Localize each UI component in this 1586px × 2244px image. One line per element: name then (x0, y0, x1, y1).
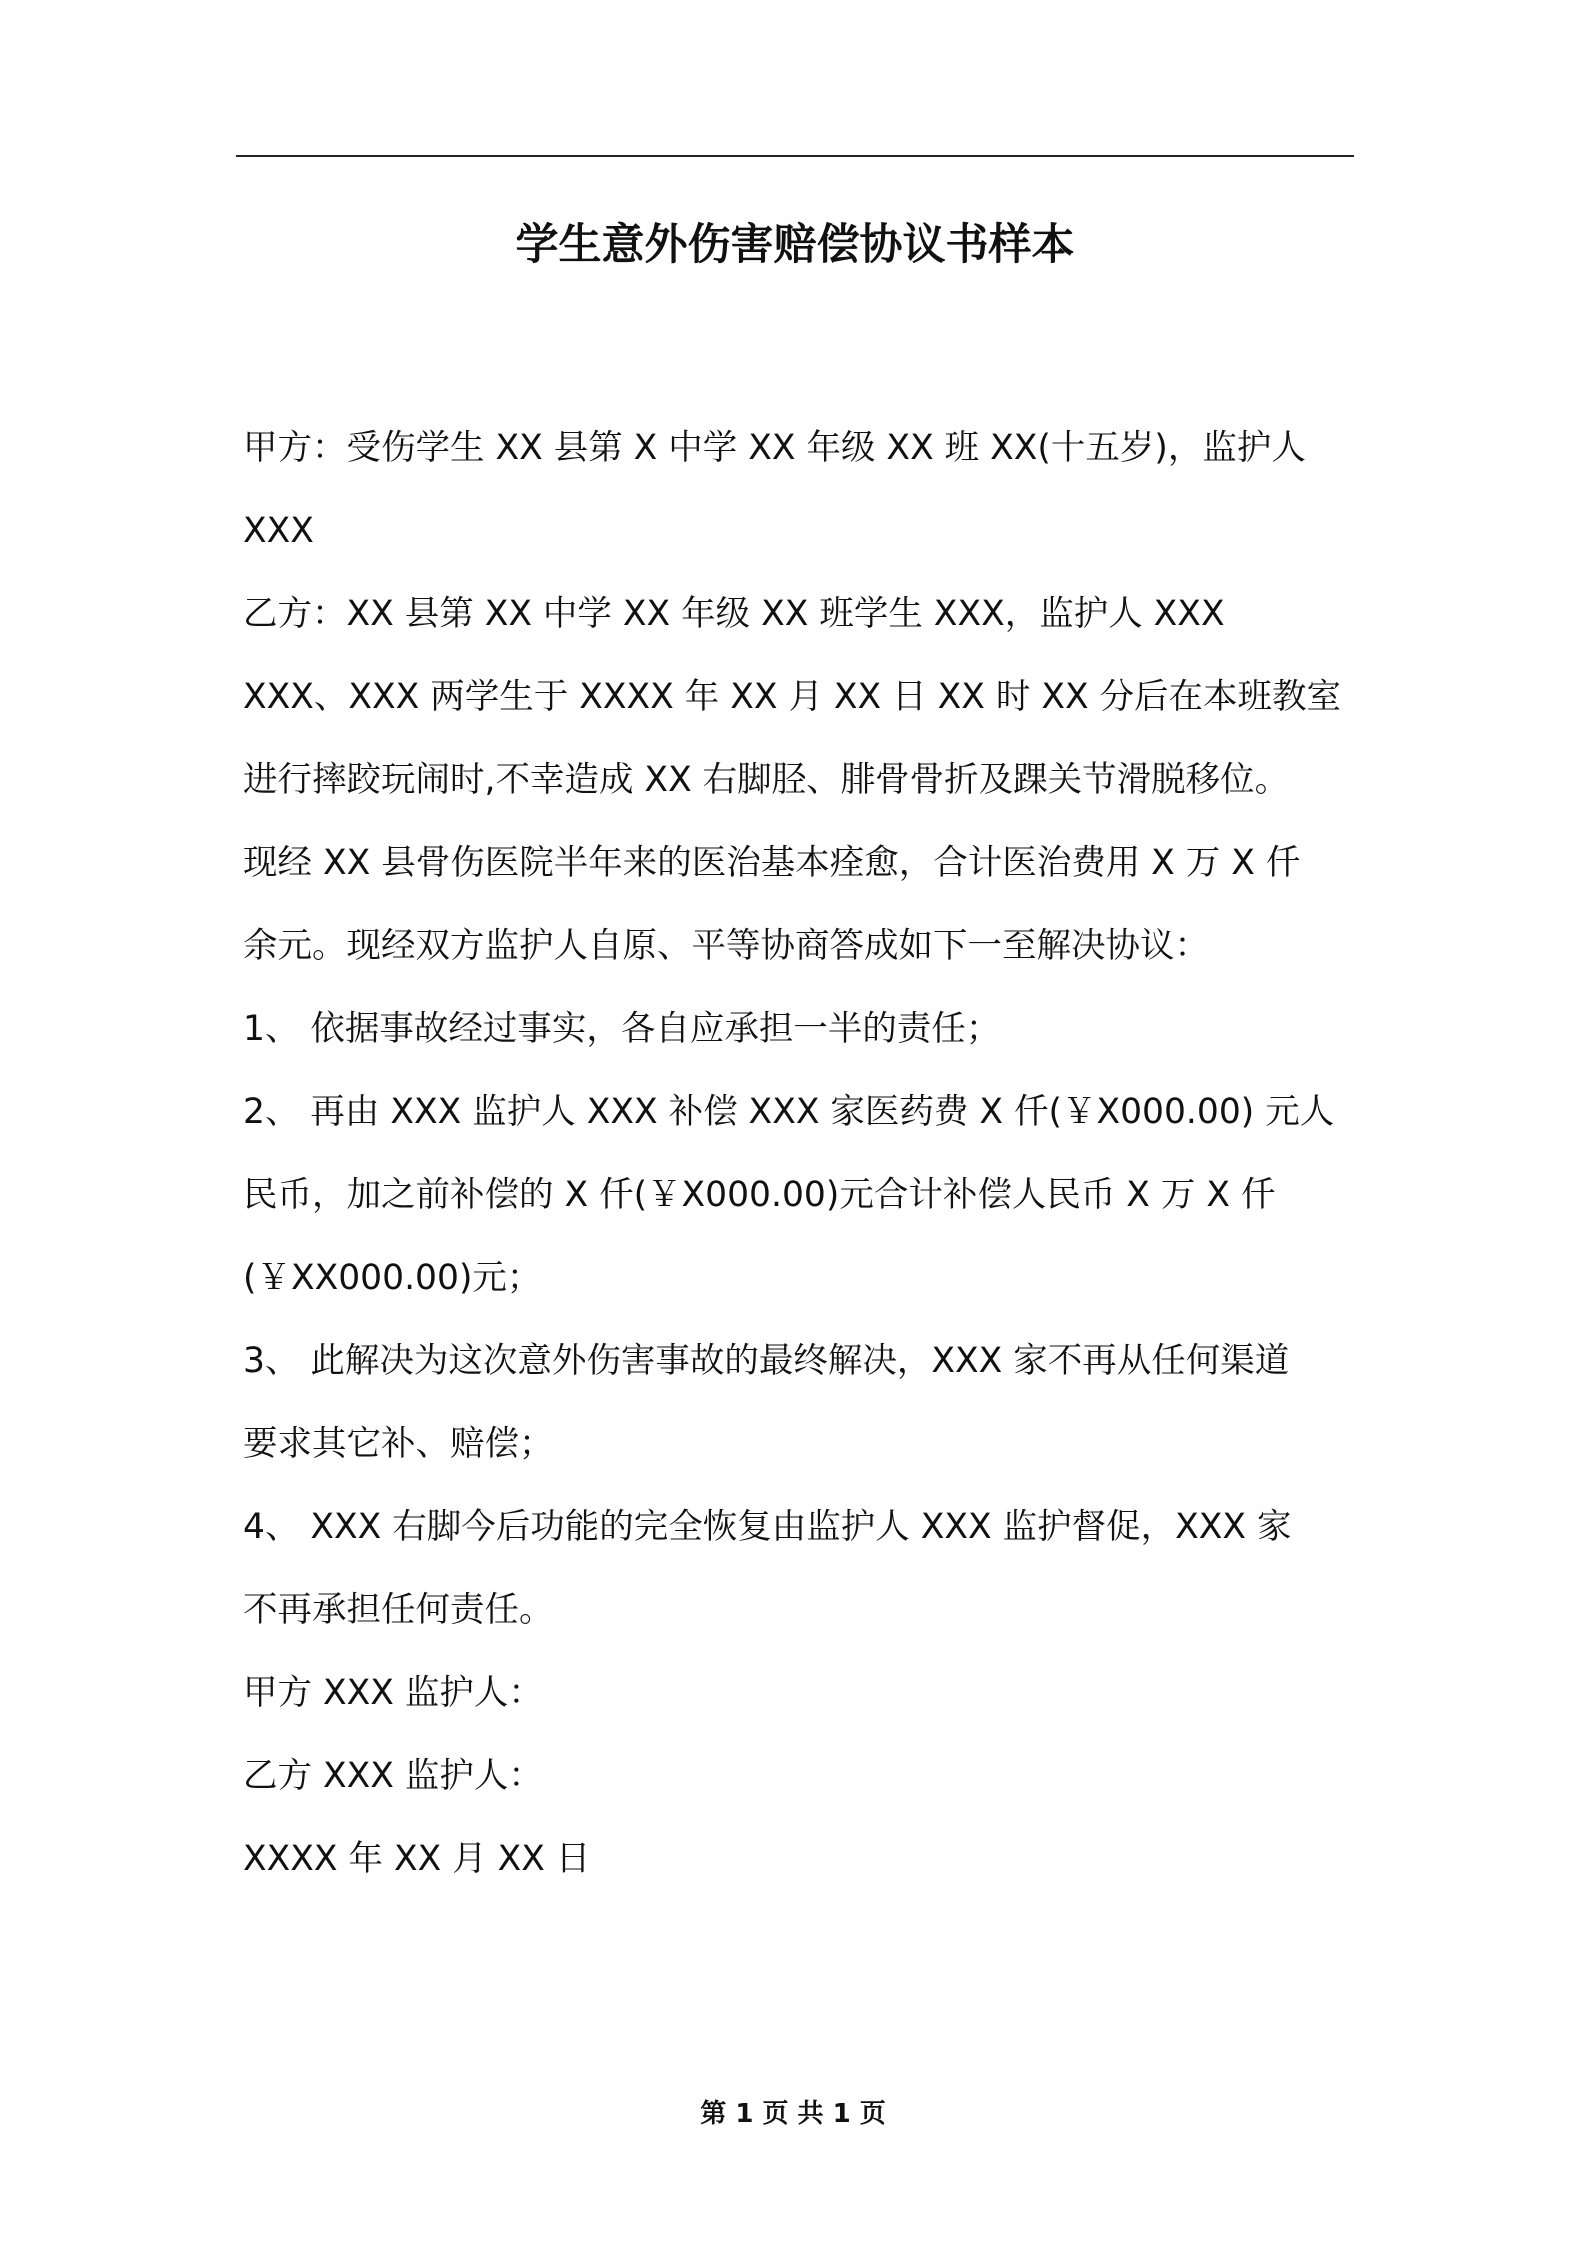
signature-party-b: 乙方 XXX 监护人： (243, 1756, 543, 1796)
clause-3-cont: 要求其它补、赔偿； (243, 1424, 554, 1464)
document-title: 学生意外伤害赔偿协议书样本 (515, 220, 1075, 270)
line-party-b: 乙方：XX 县第 XX 中学 XX 年级 XX 班学生 XXX，监护人 XXX (243, 594, 1225, 634)
clause-4: 4、 XXX 右脚今后功能的完全恢复由监护人 XXX 监护督促，XXX 家 (243, 1507, 1292, 1547)
clause-2-cont: 民币，加之前补偿的 X 仟(￥X000.00)元合计补偿人民币 X 万 X 仟 (243, 1175, 1276, 1215)
line-party-a-guardian: XXX (243, 511, 314, 551)
line-incident-cont: 进行摔跤玩闹时,不幸造成 XX 右脚胫、腓骨骨折及踝关节滑脱移位。 (243, 760, 1290, 800)
signature-date: XXXX 年 XX 月 XX 日 (243, 1839, 591, 1879)
page-number: 第 1 页 共 1 页 (700, 2099, 886, 2129)
document-body (243, 407, 1361, 1901)
clause-2-cont-2: (￥XX000.00)元； (243, 1258, 542, 1298)
line-agreement-intro: 余元。现经双方监护人自原、平等协商答成如下一至解决协议： (243, 926, 1209, 966)
clause-2: 2、 再由 XXX 监护人 XXX 补偿 XXX 家医药费 X 仟(￥X000.00) 元人 (243, 1092, 1335, 1132)
clause-1: 1、 依据事故经过事实，各自应承担一半的责任； (243, 1009, 1001, 1049)
signature-party-a: 甲方 XXX 监护人： (243, 1673, 543, 1713)
header-rule (236, 155, 1354, 157)
clause-3: 3、 此解决为这次意外伤害事故的最终解决，XXX 家不再从任何渠道 (243, 1341, 1290, 1381)
line-incident: XXX、XXX 两学生于 XXXX 年 XX 月 XX 日 XX 时 XX 分后在本班教室 (243, 677, 1342, 717)
clause-4-cont: 不再承担任何责任。 (243, 1590, 554, 1630)
line-party-a: 甲方：受伤学生 XX 县第 X 中学 XX 年级 XX 班 XX(十五岁)，监护人 (243, 428, 1306, 468)
line-treatment: 现经 XX 县骨伤医院半年来的医治基本痊愈，合计医治费用 X 万 X 仟 (243, 843, 1301, 883)
